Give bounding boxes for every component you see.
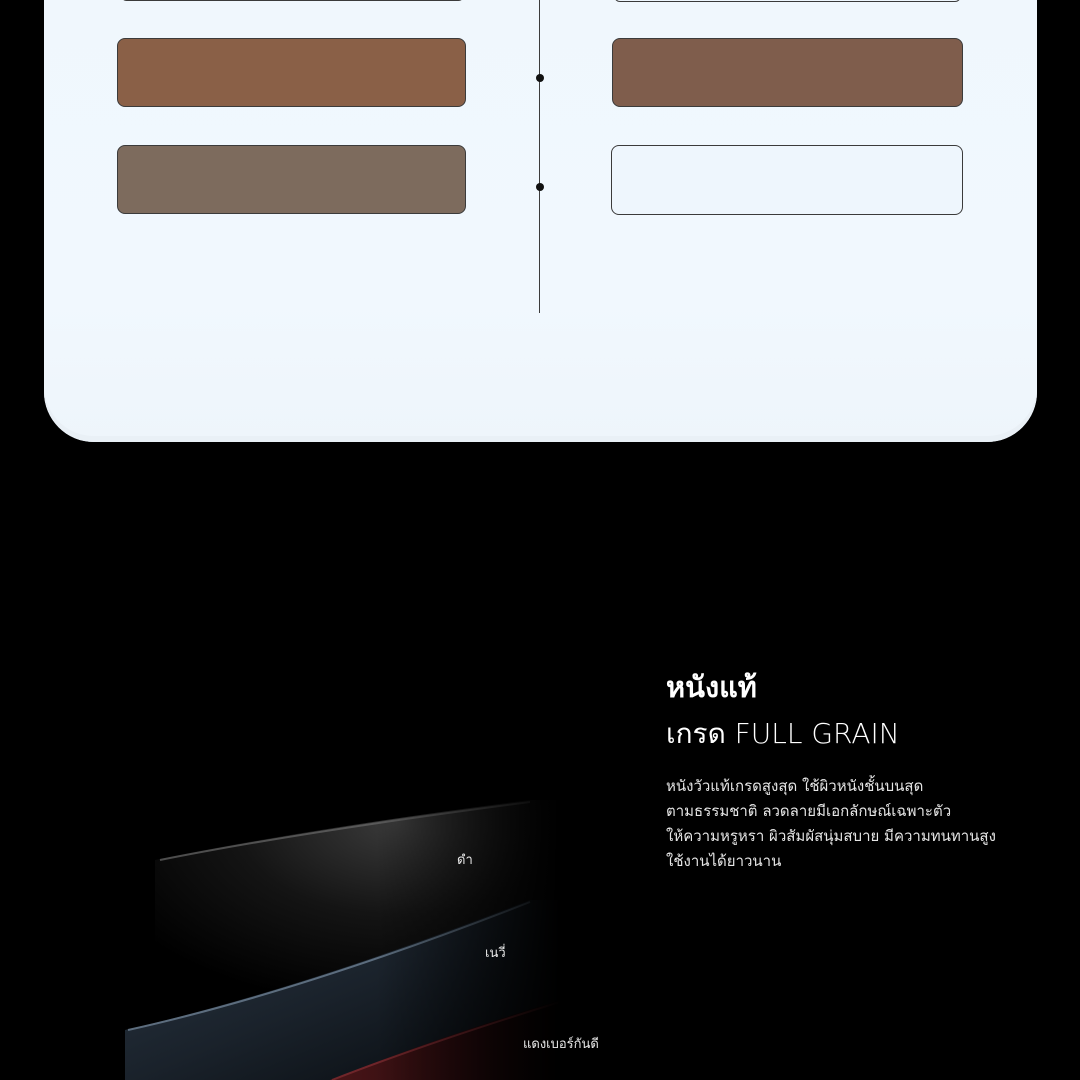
swatch-left-brown[interactable] <box>117 38 466 107</box>
divider-dot <box>536 74 544 82</box>
center-divider-line <box>539 0 540 313</box>
swatch-right-top-partial[interactable] <box>614 0 961 2</box>
leather-label-black: ดำ <box>457 853 473 868</box>
product-description <box>666 774 996 874</box>
swatch-left-top-partial[interactable] <box>121 0 464 1</box>
product-grade: เกรด FULL GRAIN <box>666 717 900 750</box>
description-line: ใช้งานได้ยาวนาน <box>666 852 782 870</box>
leather-samples-image <box>100 790 560 1080</box>
leather-illustration <box>100 790 560 1080</box>
product-title: หนังแท้ <box>666 670 757 704</box>
swatch-right-empty[interactable] <box>611 145 963 215</box>
swatch-right-brown[interactable] <box>612 38 963 107</box>
leather-label-navy: เนวี่ <box>485 946 506 961</box>
description-line: ให้ความหรูหรา ผิวสัมผัสนุ่มสบาย มีความทนทานสูง <box>666 827 996 845</box>
leather-label-burgundy: แดงเบอร์กันดี <box>523 1037 599 1052</box>
description-line: ตามธรรมชาติ ลวดลายมีเอกลักษณ์เฉพาะตัว <box>666 802 952 820</box>
divider-dot <box>536 183 544 191</box>
description-line: หนังวัวแท้เกรดสูงสุด ใช้ผิวหนังชั้นบนสุด <box>666 777 924 795</box>
swatch-left-taupe[interactable] <box>117 145 466 214</box>
